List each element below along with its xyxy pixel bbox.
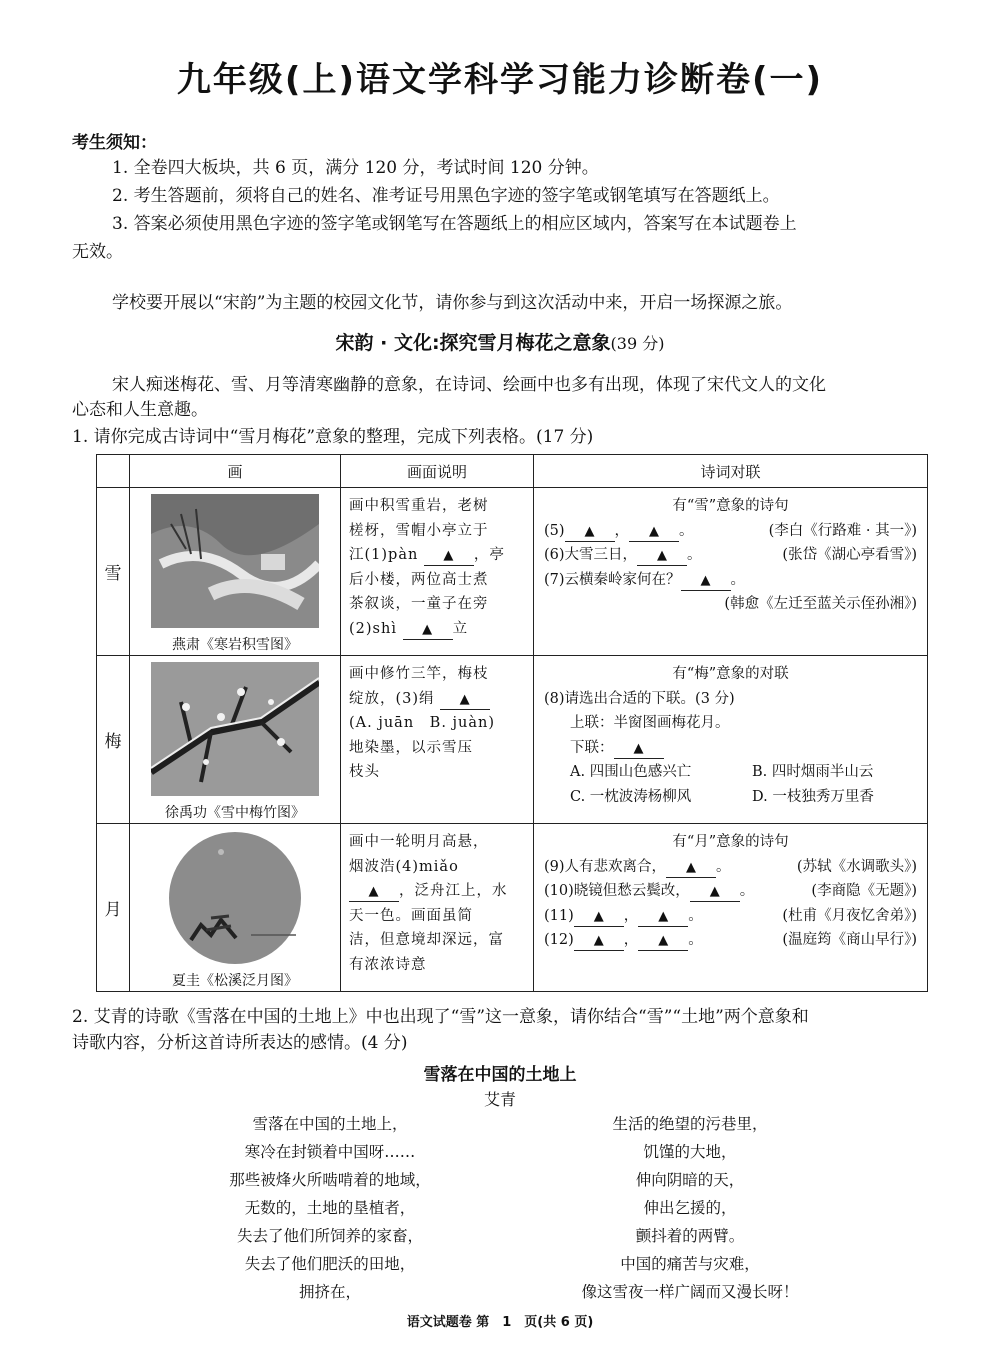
desc-text: 绽放，(3)绢 — [349, 690, 435, 707]
poem-verse: 生活的绝望的污巷里， — [612, 1115, 768, 1133]
section-title-text: 宋韵 · 文化:探究雪月梅花之意象 — [335, 332, 611, 354]
answer-blank[interactable]: ▲ — [574, 908, 624, 927]
poem-verse: 中国的痛苦与灾难， — [620, 1255, 760, 1273]
desc-text: 立 — [452, 620, 469, 637]
answer-blank[interactable]: ▲ — [638, 932, 688, 951]
table-row — [97, 824, 928, 992]
poem-verse: 雪落在中国的土地上， — [252, 1115, 408, 1133]
desc-text: 江(1)pàn — [349, 547, 419, 563]
notice-heading: 考生须知： — [72, 133, 157, 153]
poem-line: (9)人有悲欢离合， ▲ 。 (苏轼《水调歌头》) — [544, 855, 917, 880]
poems-heading: 有“月”意象的诗句 — [672, 834, 789, 850]
answer-blank[interactable]: ▲ — [574, 932, 624, 951]
desc-line — [349, 879, 525, 904]
desc-line: 后小楼，两位高士煮 — [349, 571, 489, 588]
desc-line: 槎枒，雪帽小亭立于 — [349, 522, 489, 539]
poems-heading: 有“雪”意象的诗句 — [672, 498, 789, 514]
upper-couplet: 上联：半窗图画梅花月。 — [570, 715, 730, 731]
desc-line: 画中修竹三竿，梅枝 — [349, 666, 489, 682]
poem-verse: 失去了他们所饲养的家畜， — [236, 1227, 423, 1245]
poem-verse: 那些被烽火所啮啃着的地域， — [229, 1171, 431, 1189]
col-header-poems: 诗词对联 — [534, 455, 928, 488]
lower-couplet — [544, 736, 917, 761]
lower-label: 下联： — [570, 739, 614, 756]
answer-blank[interactable]: ▲ — [565, 523, 615, 542]
col-header-painting: 画 — [130, 455, 341, 488]
poem-q: (9)人有悲欢离合， — [544, 858, 667, 875]
notice-item: 2. 考生答题前，须将自己的姓名、准考证号用黑色字迹的签字笔或钢笔填写在答题纸上。 — [112, 186, 780, 206]
poem-source: (韩愈《左迁至蓝关示侄孙湘》) — [724, 596, 917, 612]
plum-painting-image — [151, 662, 319, 796]
desc-line: 茶叙谈，一童子在旁 — [349, 596, 489, 612]
poem-line: (7)云横秦岭家何在？ ▲ 。 — [544, 568, 917, 593]
question-2: 2. 艾青的诗歌《雪落在中国的土地上》中也出现了“雪”这一意象，请你结合“雪”“土地”两个意象和 — [72, 1007, 809, 1027]
poem-verse: 失去了他们肥沃的田地， — [244, 1255, 416, 1273]
poem-verse: 伸出乞援的， — [643, 1199, 737, 1217]
poem-author: 艾青 — [483, 1090, 516, 1109]
options-row — [544, 785, 917, 810]
painting-cell — [130, 488, 341, 656]
exam-title: 九年级(上)语文学科学习能力诊断卷(一) — [176, 60, 824, 100]
poem-q: (12) — [544, 932, 574, 948]
option-c[interactable]: C. 一枕波涛杨柳风 — [570, 788, 692, 805]
description-cell — [341, 824, 534, 992]
description-cell — [341, 488, 534, 656]
answer-blank[interactable]: ▲ — [403, 621, 453, 640]
snow-painting-image — [151, 494, 319, 628]
answer-blank[interactable]: ▲ — [349, 883, 399, 902]
notice-item: 1. 全卷四大板块，共 6 页，满分 120 分，考试时间 120 分钟。 — [112, 158, 599, 178]
row-label: 雪 — [97, 488, 130, 656]
answer-blank[interactable]: ▲ — [638, 908, 688, 927]
poem-verse: 无数的，土地的垦植者， — [244, 1199, 416, 1217]
poem-line: (12) ▲ ， ▲ 。 (温庭筠《商山早行》) — [544, 928, 917, 953]
desc-text: (2)shì — [349, 620, 397, 637]
answer-blank[interactable]: ▲ — [690, 883, 740, 902]
poems-cell — [534, 824, 928, 992]
imagery-table — [96, 454, 928, 992]
poem-verse: 伸向阴暗的天， — [635, 1171, 745, 1189]
answer-blank[interactable]: ▲ — [629, 523, 679, 542]
intro-text: 学校要开展以“宋韵”为主题的校园文化节，请你参与到这次活动中来，开启一场探源之旅。 — [112, 293, 793, 313]
section-intro: 宋人痴迷梅花、雪、月等清寒幽静的意象，在诗词、绘画中也多有出现，体现了宋代文人的文化 — [112, 375, 826, 395]
description-cell — [341, 656, 534, 824]
desc-line — [349, 543, 525, 568]
poem-title: 雪落在中国的土地上 — [423, 1065, 577, 1085]
desc-line: 天一色。画面虽简 — [349, 907, 473, 924]
option-b[interactable]: B. 四时烟雨半山云 — [752, 764, 874, 780]
col-header-description: 画面说明 — [341, 455, 534, 488]
poem-q: (11) — [544, 907, 574, 924]
poem-line — [544, 592, 917, 617]
notice-item: 3. 答案必须使用黑色字迹的签字笔或钢笔写在答题纸上的相应区域内，答案写在本试题卷上 — [112, 214, 797, 234]
poem-source: (杜甫《月夜忆舍弟》) — [782, 907, 917, 924]
row-label: 月 — [97, 824, 130, 992]
options-row — [544, 760, 917, 785]
poems-cell — [534, 656, 928, 824]
painting-caption: 徐禹功《雪中梅竹图》 — [165, 805, 305, 821]
poem-line: (5) ▲ ， ▲ 。 (李白《行路难 · 其一》) — [544, 519, 917, 544]
section-intro: 心态和人生意趣。 — [72, 400, 208, 420]
option-d[interactable]: D. 一枝独秀万里香 — [752, 788, 874, 805]
desc-line: 烟波浩(4)miǎo — [349, 858, 459, 875]
desc-line — [349, 617, 525, 642]
poem-verse: 拥挤在， — [298, 1283, 361, 1301]
desc-line: (A. juān B. juàn) — [349, 715, 496, 731]
poems-heading: 有“梅”意象的对联 — [672, 666, 789, 682]
poem-q: (6)大雪三日， — [544, 547, 638, 563]
poem-source: (李白《行路难 · 其一》) — [768, 522, 917, 539]
painting-caption: 夏圭《松溪泛月图》 — [172, 973, 298, 989]
section-points: (39 分) — [610, 334, 665, 353]
poem-right-column — [540, 1110, 840, 1306]
painting-caption: 燕肃《寒岩积雪图》 — [172, 637, 298, 653]
answer-blank[interactable]: ▲ — [637, 547, 687, 566]
table-row — [97, 488, 928, 656]
answer-blank[interactable]: ▲ — [440, 691, 490, 710]
page-footer: 语文试题卷 第 1 页(共 6 页) — [406, 1315, 594, 1330]
desc-line: 地染墨，以示雪压 — [349, 739, 473, 756]
row-label: 梅 — [97, 656, 130, 824]
desc-text: ，泛舟江上，水 — [399, 883, 508, 899]
table-corner — [97, 455, 130, 488]
poem-verse: 寒冷在封锁着中国呀…… — [244, 1143, 416, 1161]
table-row — [97, 656, 928, 824]
table-header-row — [97, 455, 928, 488]
painting-cell — [130, 824, 341, 992]
desc-line: 有浓浓诗意 — [349, 956, 427, 973]
poem-line: (11) ▲ ， ▲ 。 (杜甫《月夜忆舍弟》) — [544, 904, 917, 929]
question-8: (8)请选出合适的下联。(3 分) — [544, 690, 735, 707]
poem-source: (苏轼《水调歌头》) — [796, 858, 917, 875]
section-title — [0, 328, 1000, 355]
moon-painting-image — [151, 830, 319, 964]
desc-line: 洁，但意境却深远，富 — [349, 932, 504, 948]
desc-line: 画中积雪重岩，老树 — [349, 498, 489, 514]
question-1: 1. 请你完成古诗词中“雪月梅花”意象的整理，完成下列表格。(17 分) — [72, 427, 594, 447]
poem-verse: 颤抖着的两臂。 — [635, 1227, 745, 1245]
painting-cell — [130, 656, 341, 824]
poem-line: (6)大雪三日， ▲ 。 (张岱《湖心亭看雪》) — [544, 543, 917, 568]
answer-blank[interactable]: ▲ — [681, 572, 731, 591]
desc-line — [349, 687, 525, 712]
poem-source: (张岱《湖心亭看雪》) — [782, 547, 917, 563]
poem-q: (7)云横秦岭家何在？ — [544, 571, 681, 588]
poem-q: (10)晓镜但愁云鬓改， — [544, 883, 690, 899]
question-2-cont: 诗歌内容，分析这首诗所表达的感情。(4 分) — [72, 1033, 408, 1053]
poem-q: (5) — [544, 522, 565, 539]
option-a[interactable]: A. 四围山色感兴亡 — [570, 764, 692, 780]
desc-line: 枝头 — [349, 764, 380, 780]
desc-text: ，亭 — [473, 547, 505, 563]
desc-line: 画中一轮明月高悬， — [349, 834, 489, 850]
poem-source: (李商隐《无题》) — [811, 883, 917, 899]
poem-verse: 饥馑的大地， — [643, 1143, 737, 1161]
poem-left-column — [190, 1110, 470, 1306]
notice-item: 无效。 — [72, 242, 123, 262]
poems-cell — [534, 488, 928, 656]
poem-verse: 像这雪夜一样广阔而又漫长呀！ — [581, 1283, 799, 1301]
poem-line: (10)晓镜但愁云鬓改， ▲ 。 (李商隐《无题》) — [544, 879, 917, 904]
answer-blank[interactable]: ▲ — [614, 740, 664, 759]
answer-blank[interactable]: ▲ — [424, 547, 474, 566]
poem-source: (温庭筠《商山早行》) — [782, 932, 917, 948]
answer-blank[interactable]: ▲ — [666, 859, 716, 878]
